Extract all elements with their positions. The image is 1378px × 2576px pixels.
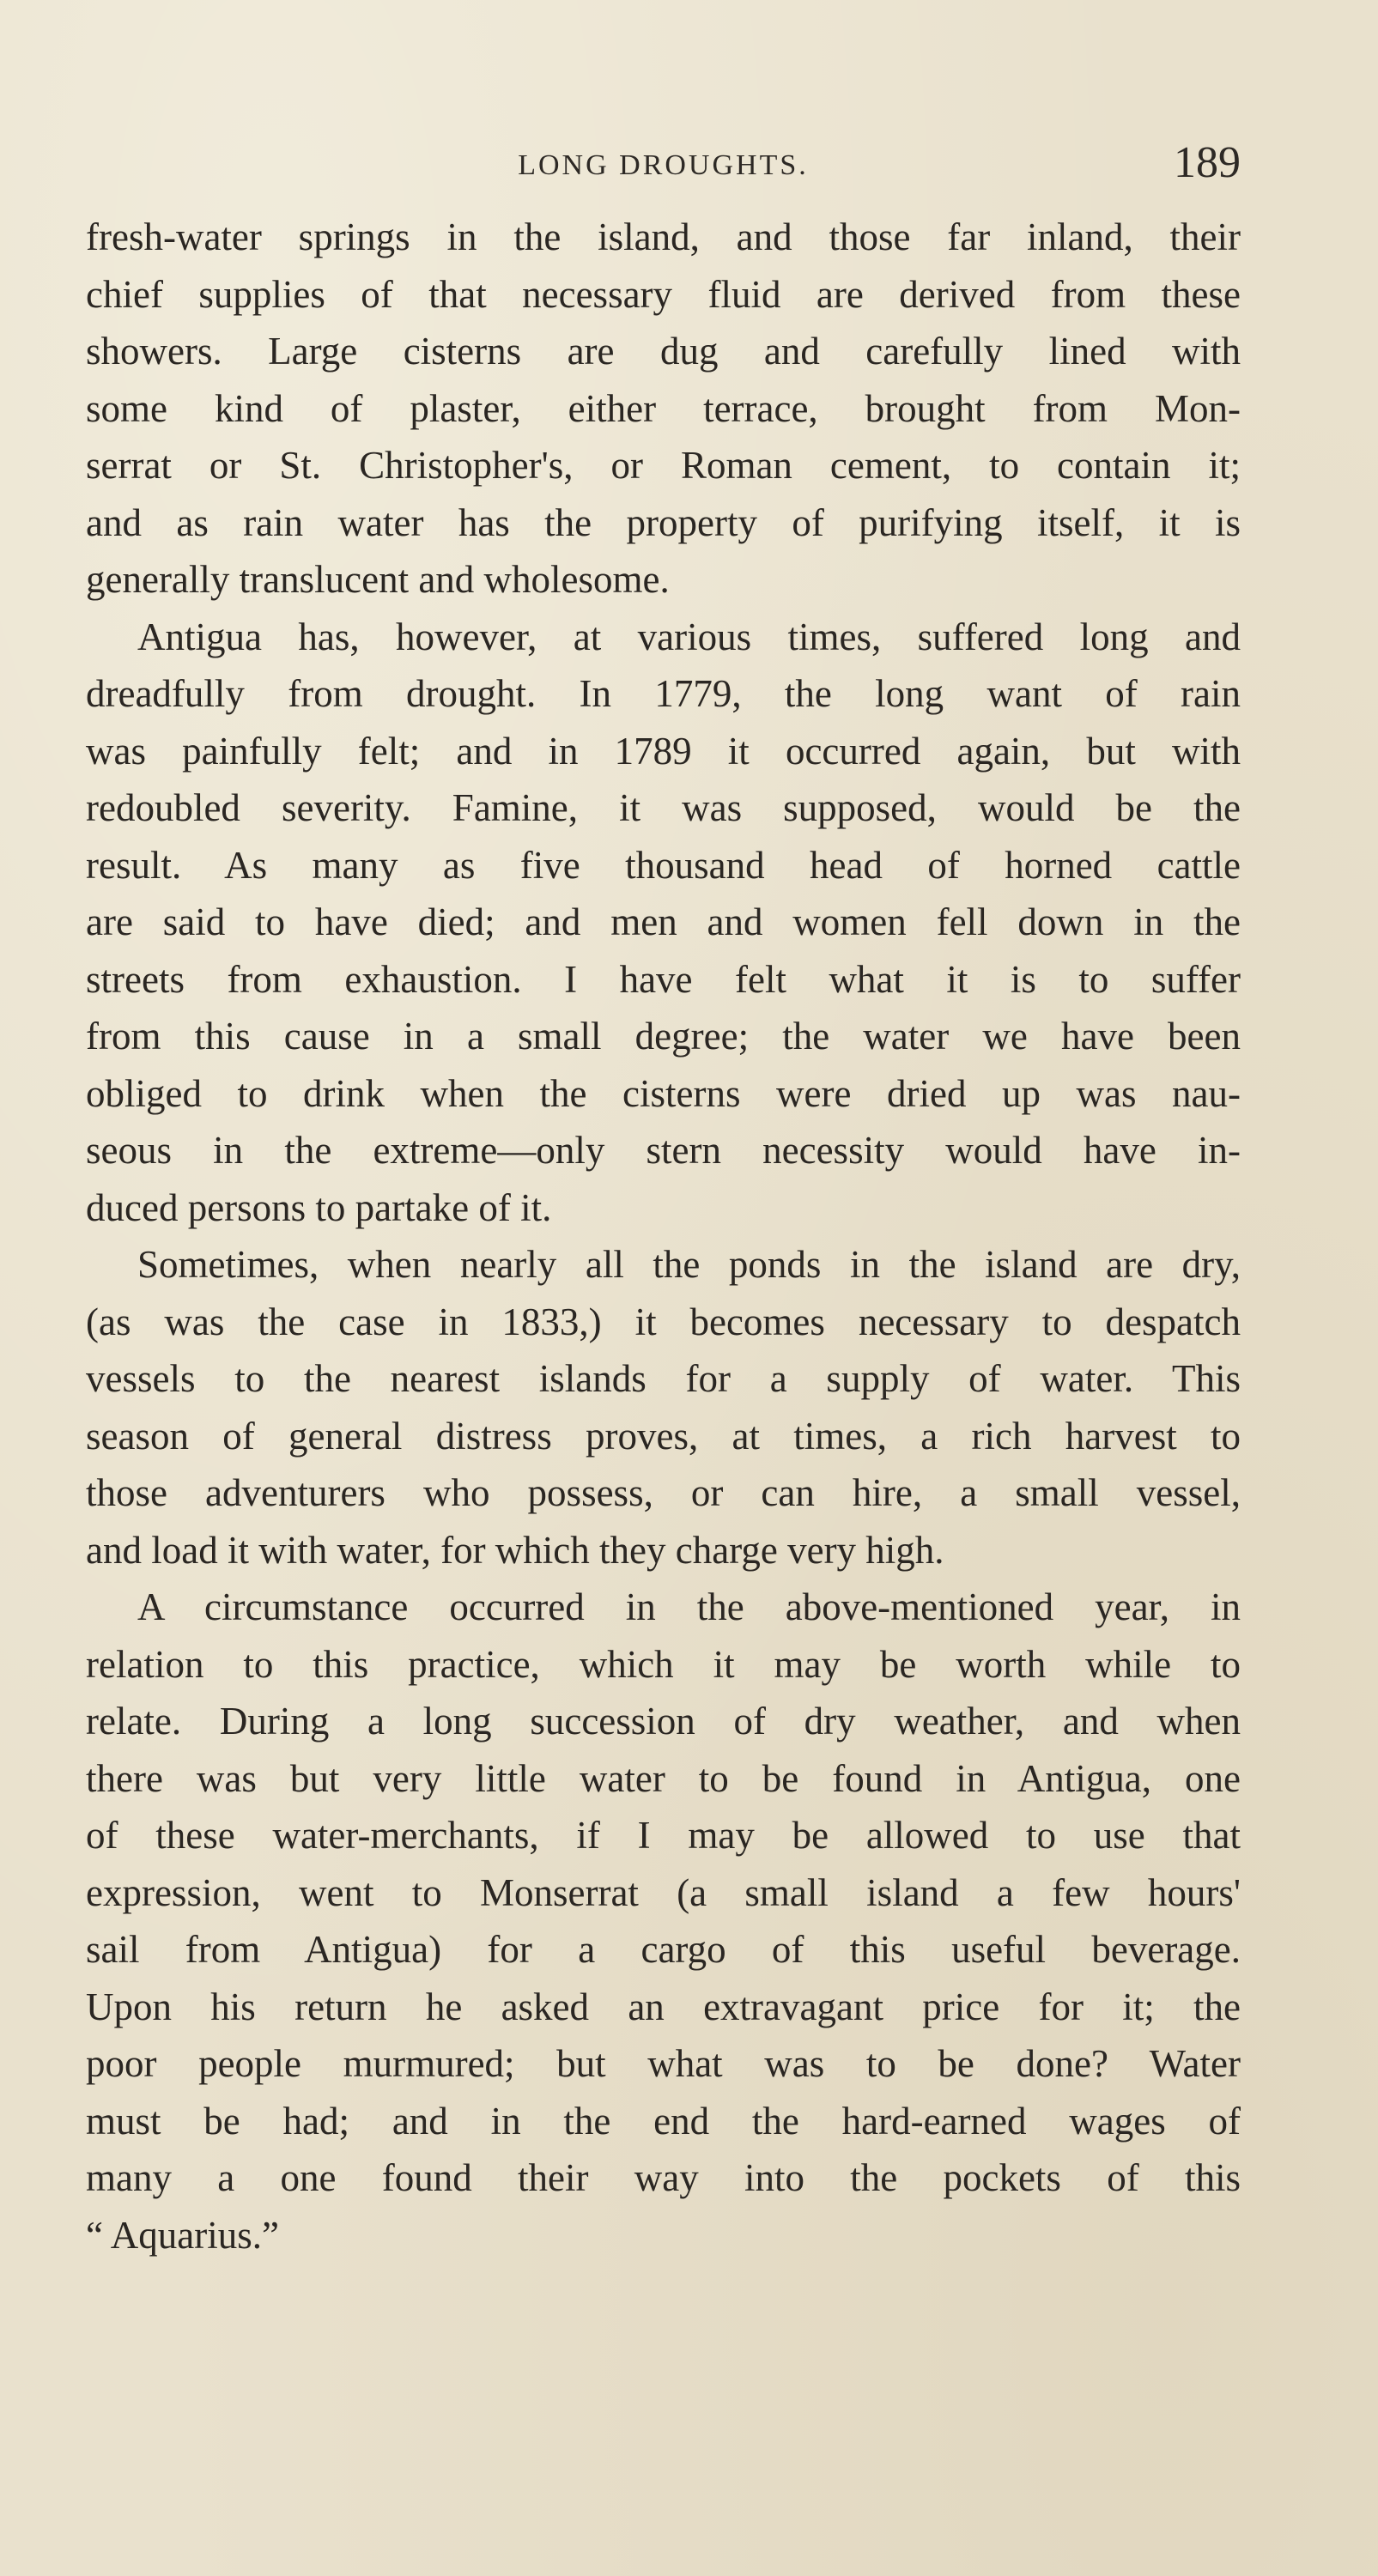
text-line: (as was the case in 1833,) it becomes necessary to despatch (86, 1300, 1241, 1343)
text-line: chief supplies of that necessary fluid are derived from these (86, 272, 1241, 316)
text-line: relate. During a long succession of dry weather, and when (86, 1700, 1241, 1743)
running-title: LONG DROUGHTS. (518, 149, 809, 181)
text-line: relation to this practice, which it may be worth while to (86, 1642, 1241, 1686)
body-text (86, 209, 1241, 2264)
text-line: many a one found their way into the pockets of this (86, 2156, 1241, 2199)
text-line: are said to have died; and men and women fell down in the (86, 900, 1241, 943)
text-line: showers. Large cisterns are dug and carefully lined with (86, 330, 1241, 373)
text-line: poor people murmured; but what was to be done? Water (86, 2042, 1241, 2085)
text-line: redoubled severity. Famine, it was supposed, would be the (86, 786, 1241, 829)
text-line: and as rain water has the property of purifying itself, it is (86, 500, 1241, 544)
paragraph-1 (86, 209, 1241, 609)
text-line: was painfully felt; and in 1789 it occurred again, but with (86, 729, 1241, 773)
text-line: seous in the extreme—only stern necessity would have in- (86, 1129, 1241, 1172)
text-line: generally translucent and wholesome. (86, 558, 670, 601)
paragraph-3 (86, 1236, 1241, 1579)
text-line: must be had; and in the end the hard-earned wages of (86, 2099, 1241, 2143)
text-line: and load it with water, for which they charge very high. (86, 1528, 944, 1572)
page-number: 189 (1174, 138, 1241, 187)
text-line: duced persons to partake of it. (86, 1185, 552, 1229)
text-line: sail from Antigua) for a cargo of this useful beverage. (86, 1928, 1241, 1971)
text-line: Sometimes, when nearly all the ponds in the island are dry, (137, 1243, 1241, 1286)
text-line: of these water-merchants, if I may be allowed to use that (86, 1814, 1241, 1857)
text-line: dreadfully from drought. In 1779, the long want of rain (86, 672, 1241, 715)
paragraph-4 (86, 1579, 1241, 2264)
text-line: expression, went to Monserrat (a small island a few hours' (86, 1870, 1241, 1914)
text-line: Upon his return he asked an extravagant price for it; the (86, 1985, 1241, 2028)
text-line: fresh-water springs in the island, and those far inland, their (86, 215, 1241, 258)
text-line: result. As many as five thousand head of horned cattle (86, 843, 1241, 887)
text-line: there was but very little water to be found in Antigua, one (86, 1756, 1241, 1800)
text-line: obliged to drink when the cisterns were dried up was nau- (86, 1071, 1241, 1115)
text-line: serrat or St. Christopher's, or Roman cement, to contain it; (86, 444, 1241, 487)
text-line: streets from exhaustion. I have felt what it is to suffer (86, 957, 1241, 1001)
text-line: those adventurers who possess, or can hire, a small vessel, (86, 1471, 1241, 1514)
text-line: Antigua has, however, at various times, suffered long and (137, 615, 1241, 658)
text-line: vessels to the nearest islands for a supply of water. This (86, 1357, 1241, 1400)
paragraph-2 (86, 609, 1241, 1237)
text-line: “ Aquarius.” (86, 2213, 279, 2257)
text-line: from this cause in a small degree; the water we have been (86, 1015, 1241, 1058)
text-line: some kind of plaster, either terrace, brought from Mon- (86, 386, 1241, 430)
text-line: A circumstance occurred in the above-mentioned year, in (137, 1585, 1241, 1628)
text-line: season of general distress proves, at times, a rich harvest to (86, 1414, 1241, 1458)
running-head (86, 137, 1241, 189)
